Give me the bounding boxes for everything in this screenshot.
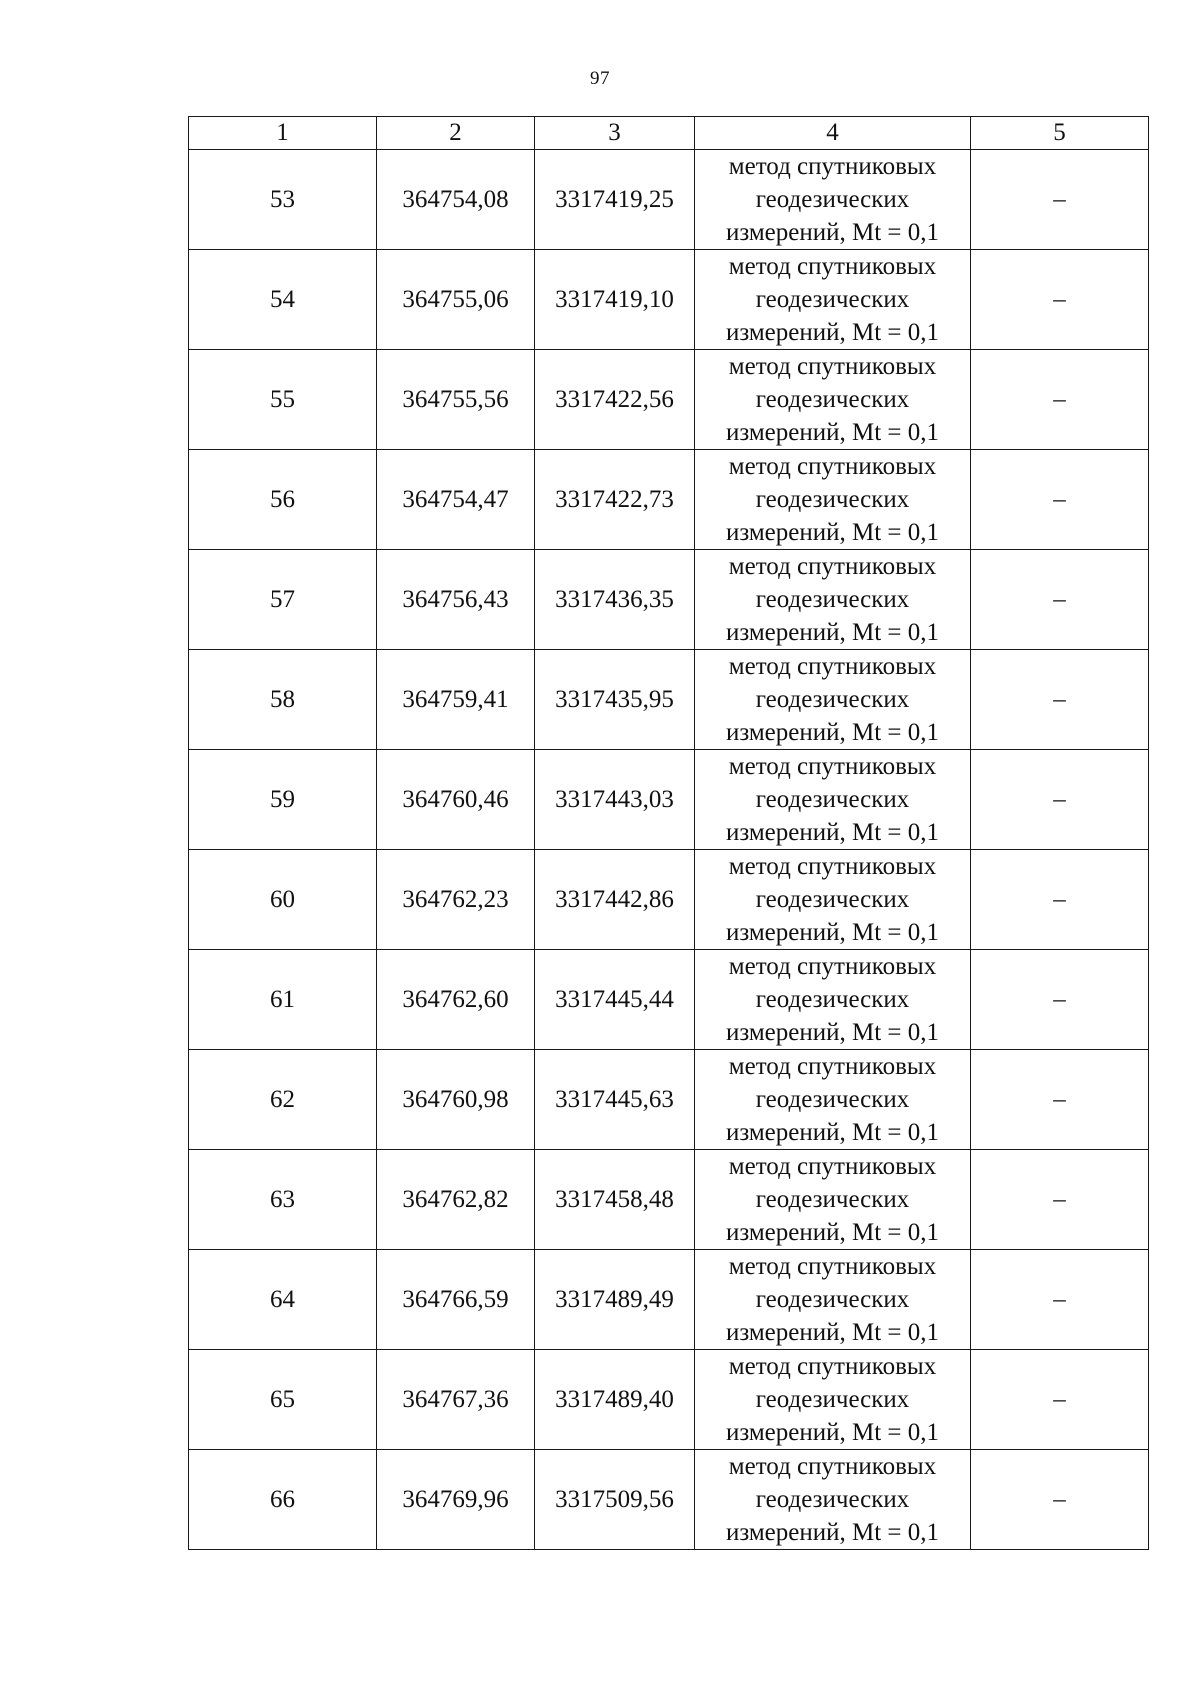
method-cell [695,950,971,1050]
note-cell: – [971,950,1149,1050]
x-coordinate-cell: 364769,96 [377,1450,535,1550]
table-row [189,1450,1149,1550]
note-cell: – [971,1450,1149,1550]
method-line: геодезических [755,1486,910,1513]
method-cell [695,1450,971,1550]
note-cell: – [971,250,1149,350]
y-coordinate-cell: 3317436,35 [535,550,695,650]
method-cell [695,850,971,950]
column-header-1: 1 [189,117,377,150]
method-line: измерений, Mt = 0,1 [725,719,940,746]
table-row [189,150,1149,250]
table-row [189,650,1149,750]
method-line: метод спутниковых [728,553,937,580]
y-coordinate-cell: 3317509,56 [535,1450,695,1550]
x-coordinate-cell: 364756,43 [377,550,535,650]
note-cell: – [971,750,1149,850]
method-line: метод спутниковых [728,953,937,980]
column-header-3: 3 [535,117,695,150]
y-coordinate-cell: 3317442,86 [535,850,695,950]
point-number-cell: 53 [189,150,377,250]
x-coordinate-cell: 364759,41 [377,650,535,750]
table-row [189,450,1149,550]
y-coordinate-cell: 3317445,63 [535,1050,695,1150]
table-row [189,1050,1149,1150]
method-cell [695,1350,971,1450]
method-line: метод спутниковых [728,353,937,380]
table-row [189,550,1149,650]
point-number-cell: 63 [189,1150,377,1250]
point-number-cell: 56 [189,450,377,550]
method-line: геодезических [755,286,910,313]
point-number-cell: 61 [189,950,377,1050]
table-row [189,350,1149,450]
point-number-cell: 59 [189,750,377,850]
method-line: измерений, Mt = 0,1 [725,1019,940,1046]
method-line: геодезических [755,1386,910,1413]
method-cell [695,450,971,550]
table-row [189,1150,1149,1250]
method-cell [695,150,971,250]
x-coordinate-cell: 364754,47 [377,450,535,550]
y-coordinate-cell: 3317419,10 [535,250,695,350]
y-coordinate-cell: 3317489,49 [535,1250,695,1350]
point-number-cell: 58 [189,650,377,750]
column-header-2: 2 [377,117,535,150]
x-coordinate-cell: 364767,36 [377,1350,535,1450]
x-coordinate-cell: 364762,60 [377,950,535,1050]
y-coordinate-cell: 3317489,40 [535,1350,695,1450]
point-number-cell: 54 [189,250,377,350]
table-header-row [189,117,1149,150]
x-coordinate-cell: 364760,98 [377,1050,535,1150]
method-line: измерений, Mt = 0,1 [725,1319,940,1346]
method-line: измерений, Mt = 0,1 [725,319,940,346]
note-cell: – [971,1150,1149,1250]
point-number-cell: 65 [189,1350,377,1450]
method-line: метод спутниковых [728,653,937,680]
table-row [189,1250,1149,1350]
method-line: метод спутниковых [728,1253,937,1280]
method-line: геодезических [755,786,910,813]
table-row [189,850,1149,950]
method-line: измерений, Mt = 0,1 [725,1219,940,1246]
y-coordinate-cell: 3317443,03 [535,750,695,850]
note-cell: – [971,150,1149,250]
method-line: измерений, Mt = 0,1 [725,419,940,446]
method-line: измерений, Mt = 0,1 [725,1119,940,1146]
method-line: геодезических [755,1286,910,1313]
method-line: геодезических [755,1186,910,1213]
note-cell: – [971,550,1149,650]
table-body [189,150,1149,1550]
note-cell: – [971,1250,1149,1350]
column-header-4: 4 [695,117,971,150]
method-line: геодезических [755,486,910,513]
point-number-cell: 66 [189,1450,377,1550]
method-cell [695,250,971,350]
method-line: измерений, Mt = 0,1 [725,619,940,646]
point-number-cell: 57 [189,550,377,650]
method-line: измерений, Mt = 0,1 [725,819,940,846]
note-cell: – [971,350,1149,450]
method-line: метод спутниковых [728,1453,937,1480]
method-cell [695,1250,971,1350]
method-line: метод спутниковых [728,853,937,880]
x-coordinate-cell: 364755,56 [377,350,535,450]
point-number-cell: 60 [189,850,377,950]
method-cell [695,350,971,450]
method-line: геодезических [755,686,910,713]
method-cell [695,650,971,750]
y-coordinate-cell: 3317458,48 [535,1150,695,1250]
note-cell: – [971,1350,1149,1450]
x-coordinate-cell: 364754,08 [377,150,535,250]
point-number-cell: 62 [189,1050,377,1150]
method-line: геодезических [755,1086,910,1113]
table-row [189,1350,1149,1450]
point-number-cell: 55 [189,350,377,450]
table-row [189,950,1149,1050]
y-coordinate-cell: 3317419,25 [535,150,695,250]
method-cell [695,1150,971,1250]
method-cell [695,1050,971,1150]
method-cell [695,750,971,850]
method-line: измерений, Mt = 0,1 [725,1419,940,1446]
x-coordinate-cell: 364760,46 [377,750,535,850]
y-coordinate-cell: 3317422,56 [535,350,695,450]
note-cell: – [971,650,1149,750]
table-row [189,750,1149,850]
x-coordinate-cell: 364755,06 [377,250,535,350]
y-coordinate-cell: 3317422,73 [535,450,695,550]
method-line: метод спутниковых [728,253,937,280]
x-coordinate-cell: 364762,23 [377,850,535,950]
note-cell: – [971,1050,1149,1150]
table-row [189,250,1149,350]
method-line: измерений, Mt = 0,1 [725,919,940,946]
method-line: геодезических [755,986,910,1013]
method-line: метод спутниковых [728,1353,937,1380]
note-cell: – [971,850,1149,950]
point-number-cell: 64 [189,1250,377,1350]
y-coordinate-cell: 3317445,44 [535,950,695,1050]
y-coordinate-cell: 3317435,95 [535,650,695,750]
method-line: геодезических [755,886,910,913]
method-line: метод спутниковых [728,753,937,780]
method-line: измерений, Mt = 0,1 [725,1519,940,1546]
method-line: метод спутниковых [728,453,937,480]
method-line: метод спутниковых [728,153,937,180]
coordinates-table [188,116,1149,1550]
method-line: геодезических [755,186,910,213]
note-cell: – [971,450,1149,550]
column-header-5: 5 [971,117,1149,150]
method-line: геодезических [755,586,910,613]
method-line: метод спутниковых [728,1053,937,1080]
x-coordinate-cell: 364766,59 [377,1250,535,1350]
method-cell [695,550,971,650]
method-line: измерений, Mt = 0,1 [725,519,940,546]
x-coordinate-cell: 364762,82 [377,1150,535,1250]
page-number: 97 [590,68,610,89]
method-line: геодезических [755,386,910,413]
method-line: метод спутниковых [728,1153,937,1180]
method-line: измерений, Mt = 0,1 [725,219,940,246]
